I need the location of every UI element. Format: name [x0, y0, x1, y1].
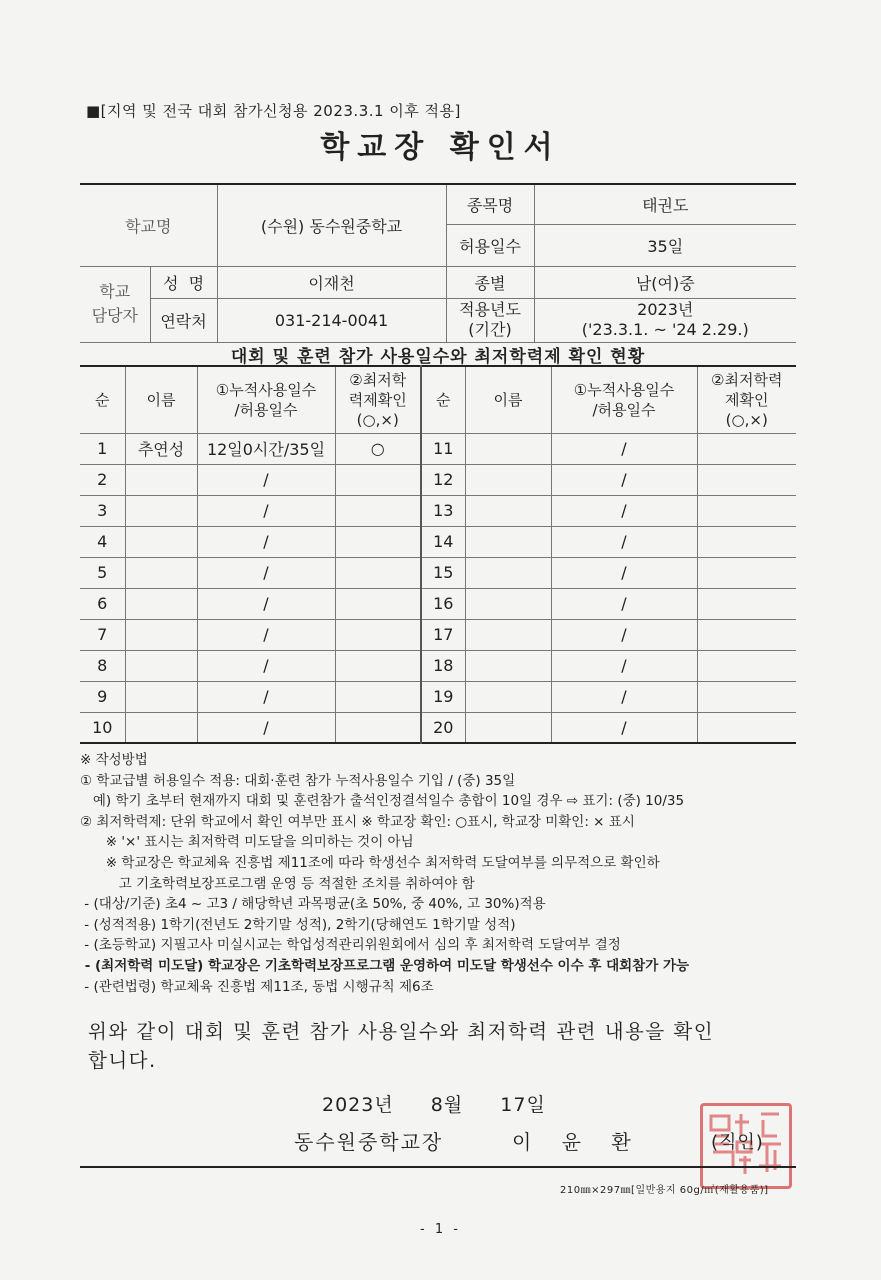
row-check — [335, 681, 421, 712]
row-check: ○ — [335, 433, 421, 464]
row-check-2 — [697, 464, 796, 495]
row-usage: 12일0시간/35일 — [197, 433, 335, 464]
table-row — [80, 526, 796, 557]
sport-label: 종목명 — [446, 184, 534, 224]
row-name-2 — [465, 464, 551, 495]
row-name — [125, 681, 197, 712]
row-check-2 — [697, 495, 796, 526]
row-usage: / — [197, 712, 335, 743]
row-check — [335, 712, 421, 743]
row-check — [335, 650, 421, 681]
row-order-2: 14 — [421, 526, 465, 557]
manager-label-line1: 학교 — [99, 282, 131, 301]
row-name — [125, 588, 197, 619]
note-line: 고 기초학력보장프로그램 운영 등 적절한 조치를 취하여야 함 — [80, 875, 475, 892]
row-usage: / — [197, 464, 335, 495]
col-check-2-line2: 제확인 — [725, 390, 769, 409]
note-line: ※ '×' 표시는 최저학력 미도달을 의미하는 것이 아님 — [80, 834, 414, 851]
note-line: - (관련법령) 학교체육 진흥법 제11조, 동법 시행규칙 제6조 — [80, 978, 434, 995]
info-table — [80, 183, 796, 343]
table-row — [80, 588, 796, 619]
row-order-2: 20 — [421, 712, 465, 743]
row-name — [125, 464, 197, 495]
note-line: - (성적적용) 1학기(전년도 2학기말 성적), 2학기(당해연도 1학기말 성적) — [80, 916, 516, 933]
row-name — [125, 526, 197, 557]
row-name-2 — [465, 619, 551, 650]
year-value-line2: ('23.3.1. ~ '24 2.29.) — [581, 320, 749, 339]
col-check-line2: 력제확인 — [348, 390, 407, 409]
row-usage-2: / — [551, 588, 697, 619]
date-month: 8월 — [430, 1094, 464, 1116]
row-usage: / — [197, 619, 335, 650]
row-order-2: 16 — [421, 588, 465, 619]
table-row — [80, 650, 796, 681]
row-name-2 — [465, 495, 551, 526]
table-row — [80, 681, 796, 712]
row-order: 1 — [80, 433, 125, 464]
col-usage-line1: ①누적사용일수 — [215, 380, 317, 399]
row-order: 2 — [80, 464, 125, 495]
gender-label: 종별 — [446, 266, 534, 298]
manager-label-line2: 담당자 — [91, 306, 138, 325]
row-usage-2: / — [551, 650, 697, 681]
row-name — [125, 650, 197, 681]
row-order-2: 18 — [421, 650, 465, 681]
participant-table — [80, 365, 796, 744]
col-check-2-line3: (○,×) — [725, 410, 768, 429]
row-name-2 — [465, 650, 551, 681]
row-check-2 — [697, 712, 796, 743]
row-usage: / — [197, 588, 335, 619]
closing-line2: 합니다. — [88, 1049, 157, 1072]
row-order-2: 17 — [421, 619, 465, 650]
row-name-2 — [465, 557, 551, 588]
row-order: 5 — [80, 557, 125, 588]
row-name — [125, 619, 197, 650]
row-usage-2: / — [551, 495, 697, 526]
row-usage-2: / — [551, 557, 697, 588]
row-usage-2: / — [551, 433, 697, 464]
note-line: - (대상/기준) 초4 ~ 고3 / 해당학년 과목평균(초 50%, 중 40%, 고 30%)적용 — [80, 896, 546, 913]
col-usage-line2: /허용일수 — [234, 400, 298, 419]
table-row — [80, 619, 796, 650]
closing-line1: 위와 같이 대회 및 훈련 참가 사용일수와 최저학력 관련 내용을 확인 — [88, 1020, 715, 1043]
section-title: 대회 및 훈련 참가 사용일수와 최저학력제 확인 현황 — [230, 347, 646, 367]
col-name: 이름 — [125, 366, 197, 433]
row-check-2 — [697, 433, 796, 464]
row-check — [335, 495, 421, 526]
note-line: ② 최저학력제: 단위 학교에서 확인 여부만 표시 ※ 학교장 확인: ○표시, 학교장 미확인: × 표시 — [80, 813, 635, 830]
col-usage-2-line2: /허용일수 — [592, 400, 656, 419]
col-usage-2-line1: ①누적사용일수 — [573, 380, 675, 399]
row-order: 4 — [80, 526, 125, 557]
col-order: 순 — [80, 366, 125, 433]
row-name — [125, 557, 197, 588]
sport-value: 태권도 — [534, 184, 796, 224]
note-line: - (최저학력 미도달) 학교장은 기초학력보장프로그램 운영하여 미도달 학생선수 이수 후 대회참가 가능 — [80, 957, 690, 974]
row-name — [125, 712, 197, 743]
table-row — [80, 557, 796, 588]
row-usage: / — [197, 650, 335, 681]
row-usage-2: / — [551, 712, 697, 743]
header-note: ■[지역 및 전국 대회 참가신청용 2023.3.1 이후 적용] — [86, 102, 461, 120]
allowed-days-value: 35일 — [534, 224, 796, 266]
contact-value: 031-214-0041 — [217, 298, 446, 342]
row-usage-2: / — [551, 681, 697, 712]
year-label-line2: (기간) — [468, 320, 512, 339]
row-check-2 — [697, 526, 796, 557]
year-value-line1: 2023년 — [637, 300, 694, 319]
row-order: 6 — [80, 588, 125, 619]
page-number: - 1 - — [420, 1222, 461, 1237]
row-name-2 — [465, 681, 551, 712]
table-row — [80, 495, 796, 526]
table-row — [80, 712, 796, 743]
row-usage-2: / — [551, 619, 697, 650]
year-label-line1: 적용년도 — [459, 300, 521, 319]
year-value — [534, 298, 796, 342]
row-name-2 — [465, 526, 551, 557]
paper-spec: 210㎜×297㎜[일반용지 60g/㎡(재활용품)] — [560, 1185, 769, 1196]
row-check-2 — [697, 681, 796, 712]
row-order-2: 15 — [421, 557, 465, 588]
note-line: - (초등학교) 지필고사 미실시교는 학업성적관리위원회에서 심의 후 최저학력 도달여부 결정 — [80, 937, 621, 954]
school-value: (수원) 동수원중학교 — [217, 184, 446, 266]
footer-divider — [80, 1166, 796, 1168]
row-name: 추연성 — [125, 433, 197, 464]
year-label — [446, 298, 534, 342]
row-order: 7 — [80, 619, 125, 650]
col-order-2: 순 — [421, 366, 465, 433]
col-check-2-line1: ②최저학력 — [711, 370, 783, 389]
issue-date — [322, 1090, 576, 1117]
school-label: 학교명 — [80, 184, 217, 266]
row-usage: / — [197, 526, 335, 557]
col-name-2: 이름 — [465, 366, 551, 433]
row-order-2: 13 — [421, 495, 465, 526]
note-line: 예) 학기 초부터 현재까지 대회 및 훈련참가 출석인정결석일수 총합이 10일 경우 ⇨ 표기: (중) 10/35 — [80, 793, 685, 810]
row-check-2 — [697, 619, 796, 650]
date-year: 2023년 — [322, 1094, 394, 1116]
row-order: 9 — [80, 681, 125, 712]
row-name-2 — [465, 712, 551, 743]
table-header-row — [80, 366, 796, 433]
note-line: ① 학교급별 허용일수 적용: 대회·훈련 참가 누적사용일수 기입 / (중) 35일 — [80, 772, 516, 789]
name-label: 성 명 — [150, 266, 217, 298]
row-check — [335, 588, 421, 619]
closing-statement — [88, 1017, 788, 1075]
table-row — [80, 464, 796, 495]
row-check-2 — [697, 557, 796, 588]
gender-value: 남(여)중 — [534, 266, 796, 298]
date-day: 17일 — [500, 1094, 546, 1116]
row-check-2 — [697, 650, 796, 681]
row-check — [335, 464, 421, 495]
row-name-2 — [465, 588, 551, 619]
row-check-2 — [697, 588, 796, 619]
col-usage-2 — [551, 366, 697, 433]
manager-label — [80, 266, 150, 342]
row-check — [335, 557, 421, 588]
col-check — [335, 366, 421, 433]
col-usage — [197, 366, 335, 433]
contact-label: 연락처 — [150, 298, 217, 342]
row-usage: / — [197, 495, 335, 526]
seal-label: (직인) — [711, 1132, 764, 1153]
row-usage: / — [197, 557, 335, 588]
instructions — [80, 750, 820, 997]
page-title: 학교장 확인서 — [320, 130, 561, 165]
row-usage-2: / — [551, 526, 697, 557]
note-line: ※ 작성방법 — [80, 752, 148, 768]
school-head-title: 동수원중학교장 — [294, 1130, 444, 1154]
row-name-2 — [465, 433, 551, 464]
row-order-2: 11 — [421, 433, 465, 464]
row-order: 3 — [80, 495, 125, 526]
row-order-2: 12 — [421, 464, 465, 495]
row-usage: / — [197, 681, 335, 712]
col-check-line3: (○,×) — [356, 410, 399, 429]
row-check — [335, 619, 421, 650]
row-usage-2: / — [551, 464, 697, 495]
row-order: 8 — [80, 650, 125, 681]
row-order-2: 19 — [421, 681, 465, 712]
table-row — [80, 433, 796, 464]
col-check-2 — [697, 366, 796, 433]
principal-name: 이 윤 환 — [512, 1130, 643, 1154]
col-check-line1: ②최저학 — [349, 370, 407, 389]
row-name — [125, 495, 197, 526]
allowed-days-label: 허용일수 — [446, 224, 534, 266]
row-order: 10 — [80, 712, 125, 743]
row-check — [335, 526, 421, 557]
note-line: ※ 학교장은 학교체육 진흥법 제11조에 따라 학생선수 최저학력 도달여부를 의무적으로 확인하 — [80, 854, 660, 871]
name-value: 이재천 — [217, 266, 446, 298]
